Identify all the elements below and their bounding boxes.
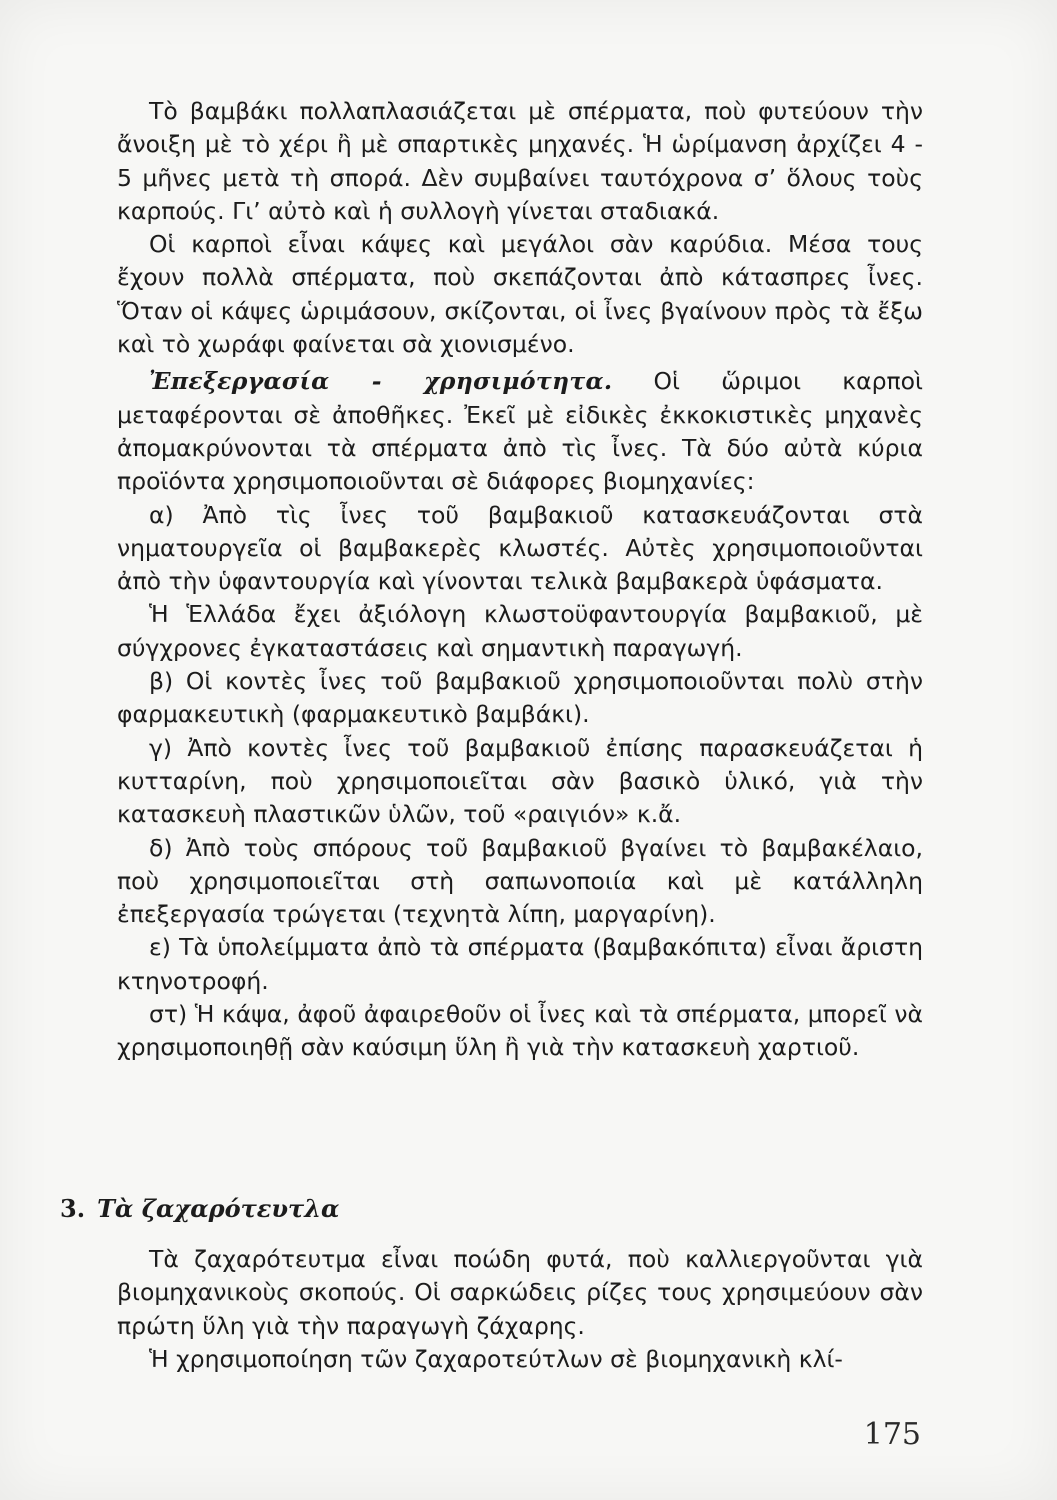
use-item-c: γ) Ἀπὸ κοντὲς ἶνες τοῦ βαμβακιοῦ ἐπίσης παρασκευάζεται ἡ κυτταρίνη, ποὺ χρησιμοποιεῖται σὰν βασικὸ ὑλικό, γιὰ τὴν κατασκευὴ πλαστικῶν ὑλῶν, τοῦ «ραιγιόν» κ.ἄ. xyxy=(117,733,923,829)
section-title: Τὰ ζαχαρότευτλα xyxy=(97,1194,340,1223)
paragraph-sugar-beet-intro: Τὰ ζαχαρότευτμα εἶναι ποώδη φυτά, ποὺ καλλιεργοῦνται γιὰ βιομηχανικοὺς σκοπούς. Οἱ σαρκώδεις ρίζες τους χρησιμεύουν σὰν πρώτη ὕλη γιὰ τὴν παραγωγὴ ζάχαρης. xyxy=(117,1245,923,1340)
use-item-d: δ) Ἀπὸ τοὺς σπόρους τοῦ βαμβακιοῦ βγαίνει τὸ βαμβακέλαιο, ποὺ χρησιμοποιεῖται στὴ σαπωνοποιία καὶ μὲ κατάλληλη ἐπεξεργασία τρώγεται (τεχνητὰ λίπη, μαργαρίνη). xyxy=(117,833,923,929)
paragraph-processing xyxy=(117,365,923,498)
paragraph-sugar-beet-use: Ἡ χρησιμοποίηση τῶν ζαχαροτεύτλων σὲ βιομηχανικὴ κλί- xyxy=(149,1344,843,1373)
use-item-a: α) Ἀπὸ τὶς ἶνες τοῦ βαμβακιοῦ κατασκευάζονται στὰ νηματουργεῖα οἱ βαμβακερὲς κλωστές. Αὐτὲς χρησιμοποιοῦνται ἀπὸ τὴν ὑφαντουργία καὶ γίνονται τελικὰ βαμβακερὰ ὑφάσματα. xyxy=(117,500,923,596)
use-item-b: β) Οἱ κοντὲς ἶνες τοῦ βαμβακιοῦ χρησιμοποιοῦνται πολὺ στὴν φαρμακευτικὴ (φαρμακευτικὸ βαμβάκι). xyxy=(117,667,923,729)
section-body-text xyxy=(117,1243,923,1376)
processing-heading: Ἐπεξεργασία - χρησιμότητα. xyxy=(149,367,613,396)
use-item-greece: Ἡ Ἑλλάδα ἔχει ἀξιόλογη κλωστοϋφαντουργία βαμβακιοῦ, μὲ σύγχρονες ἐγκαταστάσεις καὶ σημαντικὴ παραγωγή. xyxy=(117,600,923,662)
paragraph-cotton-fruit: Οἱ καρποὶ εἶναι κάψες καὶ μεγάλοι σὰν καρύδια. Μέσα τους ἔχουν πολλὰ σπέρματα, ποὺ σκεπάζονται ἀπὸ κάτασπρες ἶνες. Ὅταν οἱ κάψες ὡριμάσουν, σκίζονται, οἱ ἶνες βγαίνουν πρὸς τὰ ἔξω καὶ τὸ χωράφι φαίνεται σὰ χιονισμένο. xyxy=(117,230,923,359)
section-number: 3. xyxy=(60,1194,86,1223)
section-heading xyxy=(60,1194,340,1223)
page-number: 175 xyxy=(863,1417,921,1452)
use-item-st: στ) Ἡ κάψα, ἀφοῦ ἀφαιρεθοῦν οἱ ἶνες καὶ τὰ σπέρματα, μπορεῖ νὰ χρησιμοποιηθῇ σὰν καύσιμη ὕλη ἢ γιὰ τὴν κατασκευὴ χαρτιοῦ. xyxy=(117,1000,923,1062)
body-text xyxy=(117,95,923,1065)
paragraph-cotton-propagation: Τὸ βαμβάκι πολλαπλασιάζεται μὲ σπέρματα, ποὺ φυτεύουν τὴν ἄνοιξη μὲ τὸ χέρι ἢ μὲ σπαρτικὲς μηχανές. Ἡ ὡρίμανση ἀρχίζει 4 - 5 μῆνες μετὰ τὴ σπορά. Δὲν συμβαίνει ταυτόχρονα σ’ ὅλους τοὺς καρπούς. Γι’ αὐτὸ καὶ ἡ συλλογὴ γίνεται σταδιακά. xyxy=(117,97,923,225)
use-item-e: ε) Τὰ ὑπολείμματα ἀπὸ τὰ σπέρματα (βαμβακόπιτα) εἶναι ἄριστη κτηνοτροφή. xyxy=(117,933,923,995)
processing-text: Οἱ ὥριμοι καρποὶ μεταφέρονται σὲ ἀποθῆκες. Ἐκεῖ μὲ εἰδικὲς ἐκκοκιστικὲς μηχανὲς ἀπομακρύνονται τὰ σπέρματα ἀπὸ τὶς ἶνες. Τὰ δύο αὐτὰ κύρια προϊόντα χρησιμοποιοῦνται σὲ διάφορες βιομηχανίες: xyxy=(117,367,923,496)
